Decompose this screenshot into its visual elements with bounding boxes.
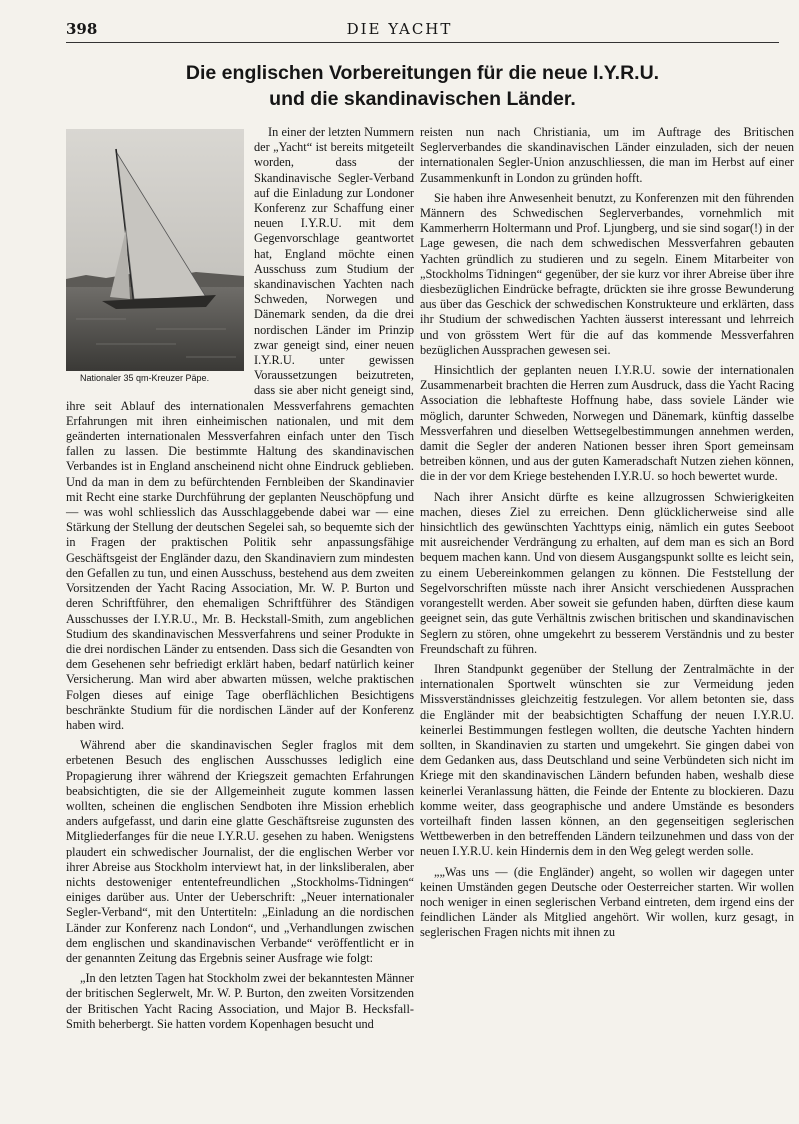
- right-paragraph-5: Ihren Standpunkt gegenüber der Stellung der Zentralmächte in der internationalen Sportwelt wünschten sie zur Vermeidung jeden Missverständnisses gleichzeitig festzulegen. Vor allem betonten sie, dass die Engländer mit der beabsichtigten Schaffung der neuen I.Y.R.U. keinerlei Bestimmungen festlegen wollten, die deutsche Yachten hindern sollten, in Skandinavien zu starten und umgekehrt. Sie gingen dabei von dem Gedanken aus, dass Deutschland und seine Verbündeten sich nicht im Kriege mit den skandinavischen Ländern befunden haben, weshalb diese keinerlei Veranlassung hätten, die Feinde der Entente zu blockieren. Dazu komme weiter, dass geographische und andere Umstände es besonders vorteilhaft finden lassen können, an den gegenseitigen seglerischen Wettbewerben in den betreffenden Ländern teilzunehmen und dass von der neuen I.Y.R.U. kein Hindernis dem in den Weg gelegt werden solle.: [420, 661, 794, 859]
- header-rule: [66, 42, 779, 43]
- article-title-line1: Die englischen Vorbereitungen für die neue I.Y.R.U.: [185, 62, 660, 84]
- running-title: DIE YACHT: [346, 20, 453, 38]
- right-column: [420, 125, 794, 946]
- left-paragraph-2: Während aber die skandinavischen Segler fraglos mit dem erbetenen Besuch des englischen Ausschusses lediglich eine Propagierung ihrer während der Kriegszeit gemachten Erfahrungen beabsichtigten, die sie der Allgemeinheit zugute kommen lassen wollten, scheinen die englischen Sendboten ihre Mission erheblich anders aufgefasst, und darin eine glatte Geschäftsreise zugunsten des Mitgliederfanges für die neue I.Y.R.U. gesehen zu haben. Wenigstens plaudert ein schwedischer Journalist, der die englischen Werber vor ihrer Abreise aus Stockholm interviewt hat, in der linksliberalen, aber nichts destoweniger ententefreundlichen „Stockholms-Tidningen“ einiges darüber aus. Unter der Ueberschrift: „Neuer internationaler Segler-Verband“, mit den Untertiteln: „Einladung an die nordischen Länder zur Konferenz nach London“, und „Verhandlungen zwischen dem englischen und skandinavischen Verbande“ veröffentlicht er in der genannten Zeitung das Ergebnis seiner Ausfrage wie folgt:: [66, 738, 414, 965]
- figure-caption: Nationaler 35 qm-Kreuzer Päpe.: [80, 373, 210, 383]
- article-title: [66, 60, 779, 112]
- sailboat-photo: [66, 129, 244, 371]
- left-paragraph-1: In einer der letzten Nummern der „Yacht“ ist bereits mitgeteilt worden, dass der Skandinavische Segler-Verband auf die Einladung zur Londoner Konferenz zur Schaffung einer neuen I.Y.R.U. mit dem Gegenvorschlage geantwortet hat, England möchte einen Ausschuss zum Studium der skandinavischen Yachten nach Schweden, Norwegen und Dänemark senden, da die drei nordischen Länder im Prinzip zwar geneigt sind, einer neuen I.Y.R.U. unter gewissen Voraussetzungen beizutreten, dass sie aber nicht geneigt sind, ihre seit Ablauf des internationalen Messverfahrens gemachten Erfahrungen mit ihren einheimischen nationalen, und mit dem geänderten internationalen Messverfahren einfach unter den Tisch fallen zu lassen. Die bestimmte Haltung des skandinavischen Verbandes ist in England anscheinend nicht ohne Eindruck geblieben. Und da man in dem zu befürchtenden Fernbleiben der Skandinavier mit Recht eine starke Durchführung der geplanten Neuschöpfung und — was wohl schliesslich das Ausschlaggebende dabei war — eine Stärkung der Stellung der deutschen Segelei sah, so bequemte sich der in Fragen der praktischen Politik sehr anpassungsfähige Geschäftsgeist der Engländer dazu, den Skandinaviern zum mindesten den Gefallen zu tun, und einen Ausschuss, bestehend aus dem zweiten Vorsitzenden der Yacht Racing Association, Mr. W. P. Burton und deren Schriftführer, den ehemaligen Schriftführer des Ständigen Ausschusses der I.Y.R.U., Mr. B. Heckstall-Smith, zum angeblichen Studium des skandinavischen Messverfahrens und seiner Produkte in die drei nordischen Länder zu entsenden. Dass sich die Gesandten von dem Gesehenen sehr befriedigt erklärt haben, bedarf natürlich keiner Versicherung. Man wird aber abwarten müssen, welche praktischen Folgen dieses auf einige Tage oberflächlichen Besichtigens beschränkte Studium für die nordischen Länder auf der Konferenz haben wird.: [66, 125, 414, 732]
- right-paragraph-2: Sie haben ihre Anwesenheit benutzt, zu Konferenzen mit den führenden Männern des Schwedischen Seglerverbandes, vornehmlich mit Kammerherrn Holtermann und Prof. Ljungberg, und sie sind sogar(!) in der Lage gewesen, die nach dem schwedischen Messverfahren gebauten Yachten gründlich zu studieren und zu segeln. Einem Mitarbeiter von „Stockholms Tidningen“ gegenüber, der sie kurz vor ihrer Abreise über ihre diesbezüglichen Eindrücke befragte, drückten sie ihre grosse Bewunderung aus über das Geschick der schwedischen Konstrukteure und erklärten, dass ihr Studium der schwedischen Yachten äusserst interessant und lehrreich und von grösstem Wert für die auf das kommende Messverfahren bezüglichen Aussprachen gewesen sei.: [420, 190, 794, 357]
- right-paragraph-4: Nach ihrer Ansicht dürfte es keine allzugrossen Schwierigkeiten machen, dieses Ziel zu erreichen. Denn glücklicherweise sind alle hinsichtlich des gewünschten Yachttyps einig, nämlich ein gutes Seeboot mit ausreichender Verdrängung zu erhalten, auf dem man es sich an Bord bequem machen kann. Und von diesem Ausgangspunkt sollte es leicht sein, zu einem Uebereinkommen gelangen zu können. Die Feststellung der Segelvorschriften müsste nach ihrer Ansicht verschiedenen Aussprachen vorangestellt werden. Aber soweit sie gefunden haben, dürften diese kaum geeignet sein, das gute Verhältnis zwischen britischen und skandinavischen Seglern zu stören, ohne umgekehrt zu besserem Verständnis und zu bester Freundschaft zu führen.: [420, 489, 794, 656]
- page-number: 398: [66, 20, 98, 38]
- right-paragraph-3: Hinsichtlich der geplanten neuen I.Y.R.U. sowie der internationalen Zusammenarbeit brachten die Herren zum Ausdruck, dass die Yacht Racing Association die lebhafteste Hoffnung habe, dass soviele Länder wie möglich, darunter Schweden, Norwegen und Dänemark, künftig dasselbe Messverfahren und dieselben Wettsegelbestimmungen annehmen werden, damit die Segler der anderen Nationen besser ihren Sport gemeinsam betreiben können, und aus der guten Kameradschaft Nutzen ziehen können, die in der vor dem Kriege bestehenden I.Y.R.U. so hoch bewertet wurde.: [420, 363, 794, 484]
- right-paragraph-1: reisten nun nach Christiania, um im Auftrage des Britischen Seglerverbandes die skandinavischen Länder einzuladen, sich der neuen internationalen Segler-Union anzuschliessen, die man im Herbst auf einer Zusammenkunft in London zu gründen hofft.: [420, 125, 794, 185]
- article-title-line2: und die skandinavischen Länder.: [269, 88, 576, 110]
- figure: [66, 129, 246, 391]
- left-paragraph-3: „In den letzten Tagen hat Stockholm zwei der bekanntesten Männer der britischen Seglerwelt, Mr. W. P. Burton, den zweiten Vorsitzenden der Britischen Yacht Racing Association, und Major B. Hecksfall-Smith beherbergt. Sie hatten vordem Kopenhagen besucht und: [66, 971, 414, 1031]
- left-column: [66, 125, 414, 1037]
- right-paragraph-6: „„Was uns — (die Engländer) angeht, so wollen wir dagegen unter keinen Umständen gegen Deutsche oder Oesterreicher starten. Wir wollen noch weniger in einen seglerischen Verband eintreten, dem irgend eins der feindlichen Länder als Mitglied angehört. Wir wollen, kurz gesagt, in seglerischen Fragen nichts mit ihnen zu: [420, 864, 794, 940]
